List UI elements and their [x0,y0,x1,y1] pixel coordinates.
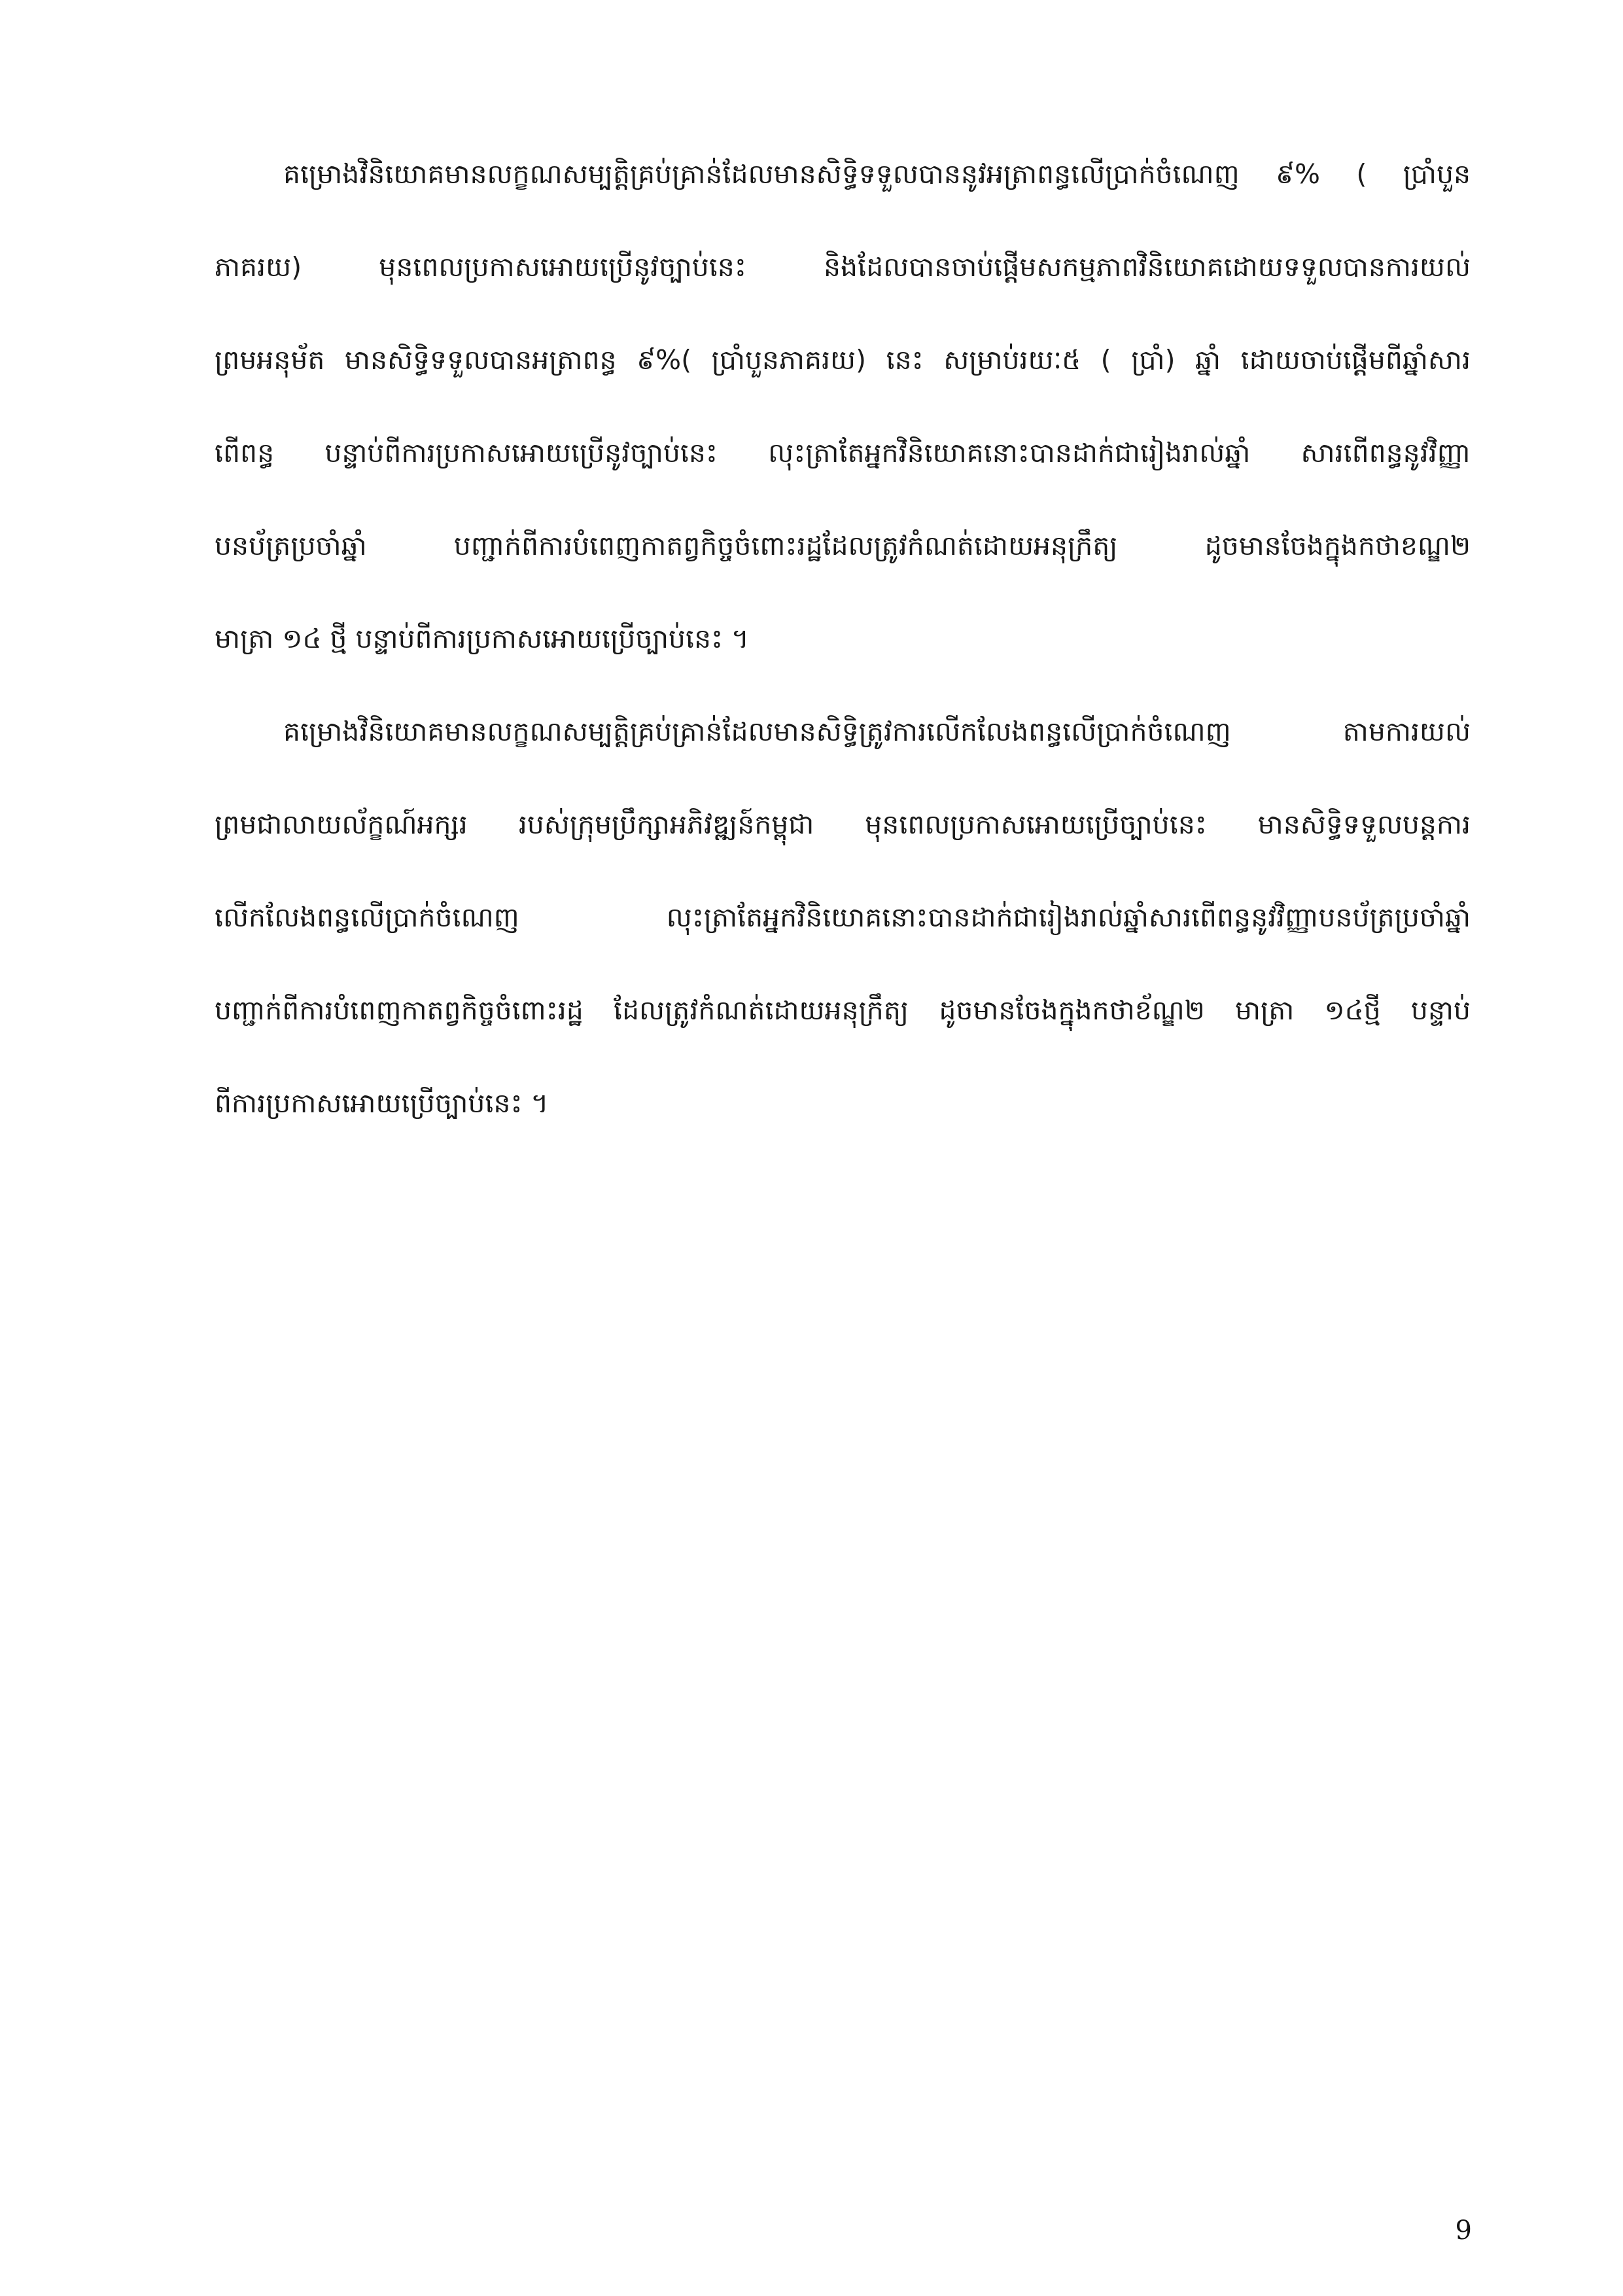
paragraph-line: ព្រមជាលាយល័ក្ខណ៍អក្សរ របស់ក្រុមប្រឹក្សាអភិវឌ្ឍន៍កម្ពុជា មុនពេលប្រកាសអោយប្រើច្បាប់នេះ មានសិទ្ធិទទួលបន្តការ [215,809,1471,840]
paragraph-1 [215,131,1471,688]
paragraph-line: គម្រោងវិនិយោគមានលក្ខណសម្បត្តិគ្រប់គ្រាន់ដែលមានសិទ្ធិត្រូវការលើកលែងពន្ធលើប្រាក់ចំណេញ តាមការយល់ [283,716,1471,747]
paragraph-line: លើកលែងពន្ធលើប្រាក់ចំណេញ លុះត្រាតែអ្នកវិនិយោគនោះបានដាក់ជារៀងរាល់ឆ្នាំសារពើពន្ធនូវវិញ្ញាបនប័ត្រប្រចាំឆ្នាំ [215,902,1471,933]
paragraph-line: ភាគរយ) មុនពេលប្រកាសអោយប្រើនូវច្បាប់នេះ និងដែលបានចាប់ផ្តើមសកម្មភាពវិនិយោគដោយទទួលបានការយល់ [215,251,1471,283]
paragraph-line: គម្រោងវិនិយោគមានលក្ខណសម្បត្តិគ្រប់គ្រាន់ដែលមានសិទ្ធិទទួលបាននូវអត្រាពន្ធលើប្រាក់ចំណេញ ៩% ( ប្រាំបួន [283,158,1471,190]
paragraph-line: បនប័ត្រប្រចាំឆ្នាំ បញ្ជាក់ពីការបំពេញកាតព្វកិច្ចចំពោះរដ្ឋដែលត្រូវកំណត់ដោយអនុក្រឹត្យ ដូចមានចែងក្នុងកថាខណ្ឌ២ [215,530,1471,561]
page-number: 9 [1455,2216,1472,2246]
paragraph-2 [215,688,1471,1153]
paragraph-line: ព្រមអនុម័ត មានសិទ្ធិទទួលបានអត្រាពន្ធ ៩%( ប្រាំបួនភាគរយ) នេះ សម្រាប់រយៈ៥ ( ប្រាំ) ឆ្នាំ ដោយចាប់ផ្តើមពីឆ្នាំសារ [215,344,1471,376]
paragraph-line: មាត្រា ១៤ ថ្មី បន្ទាប់ពីការប្រកាសអោយប្រើច្បាប់នេះ ។ [215,623,750,654]
paragraph-line: ពីការប្រកាសអោយប្រើច្បាប់នេះ ។ [215,1087,549,1119]
paragraph-line: បញ្ជាក់ពីការបំពេញកាតព្វកិច្ចចំពោះរដ្ឋ ដែលត្រូវកំណត់ដោយអនុក្រឹត្យ ដូចមានចែងក្នុងកថាខ័ណ្ឌ២ មាត្រា ១៤ថ្មី បន្ទាប់ [215,995,1471,1026]
paragraph-line: ពើពន្ធ បន្ទាប់ពីការប្រកាសអោយប្រើនូវច្បាប់នេះ លុះត្រាតែអ្នកវិនិយោគនោះបានដាក់ជារៀងរាល់ឆ្នាំ សារពើពន្ធនូវវិញ្ញា [215,437,1471,468]
document-body [215,131,1471,1153]
